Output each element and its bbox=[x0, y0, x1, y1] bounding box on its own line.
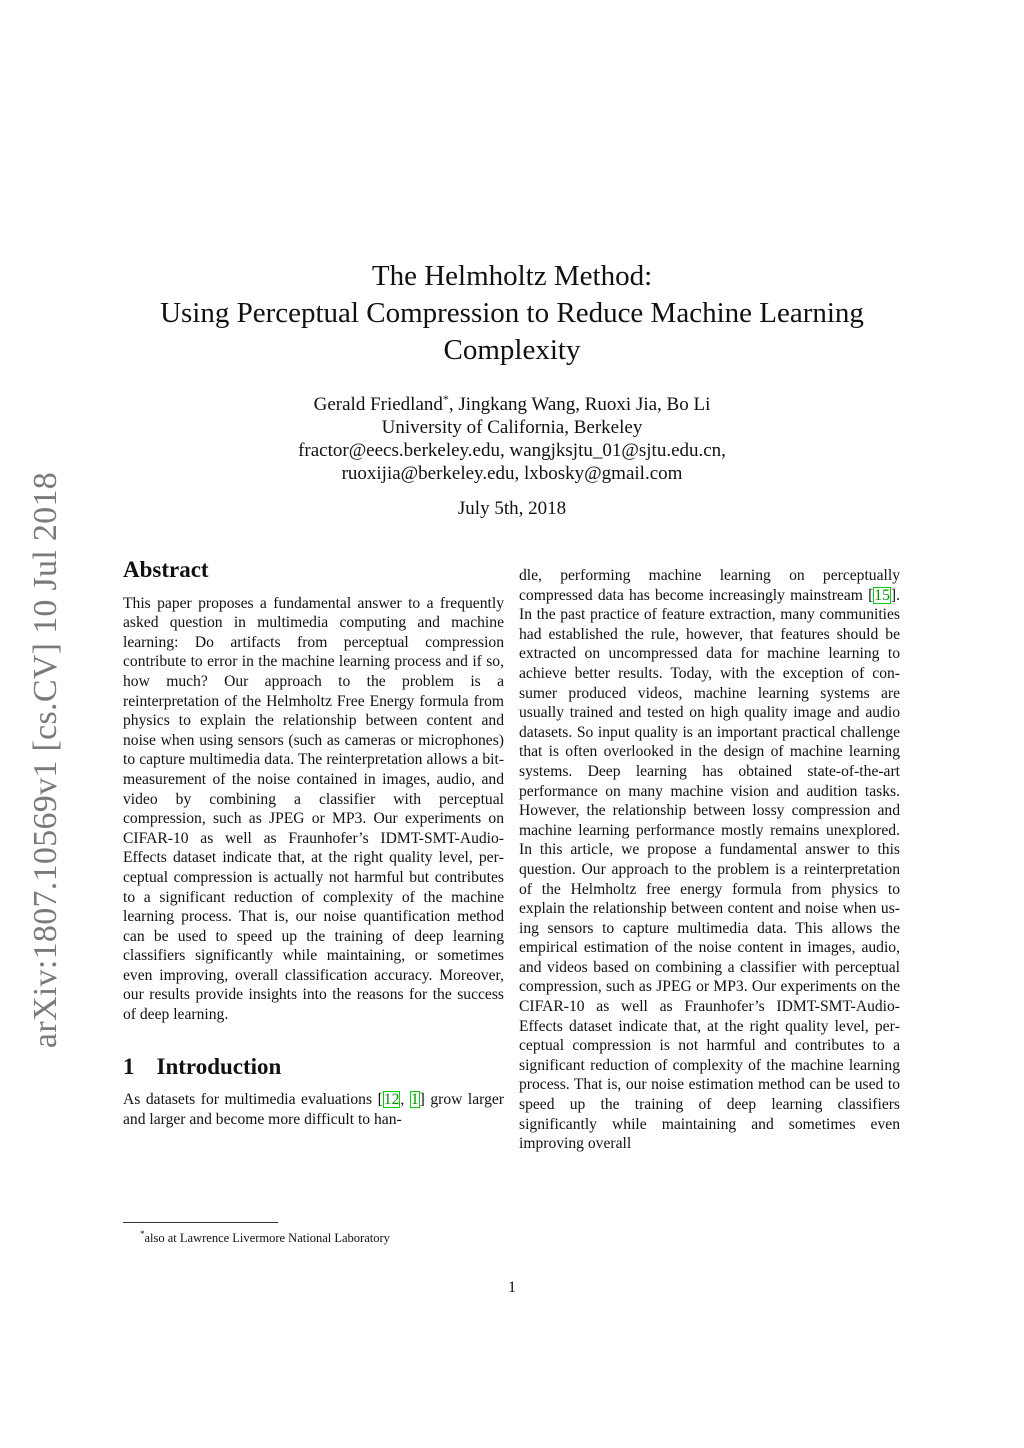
arxiv-stamp bbox=[6, 460, 86, 1060]
first-author: Gerald Friedland bbox=[313, 394, 443, 415]
abstract-text: This paper proposes a fundamental answer to a frequently asked question in multimedia computing and machine learning: Do artifacts from perceptual compression contribute to error in the machine learning process and if so, how much? Our approach to the problem is a reinterpretation of the Helmholtz Free Energy formula from physics to explain the relationship between content and noise when using sensors (such as cameras or microphones) to capture multimedia data. The reinterpretation allows a bit-measurement of the noise contained in images, audio, and video by combining a classifier with perceptual compression, such as JPEG or MP3. Our experiments on CIFAR-10 as well as Fraunhofer’s IDMT-SMT-Audio-Effects dataset indicate that, at the right quality level, perceptual compression is actually not harmful but contributes to a significant reduction of complexity of the machine learning process. That is, our noise quantification method can be used to speed up the training of deep learning classifiers significantly while maintaining, or sometimes even improving, overall classification accuracy. Moreover, our results provide insights into the reasons for the success of deep learning. bbox=[123, 594, 504, 1024]
intro-text-end: grow larger and larger and become more difficult to han- bbox=[123, 1091, 504, 1128]
coauthors: , Jingkang Wang, Ruoxi Jia, Bo Li bbox=[448, 394, 711, 415]
abstract-heading: Abstract bbox=[123, 557, 209, 582]
citation-link-1[interactable]: 1 bbox=[410, 1091, 419, 1109]
section-number: 1 bbox=[123, 1053, 135, 1079]
right-column bbox=[519, 566, 900, 1154]
citation-link-12[interactable]: 12 bbox=[383, 1091, 400, 1109]
footnote-text: also at Lawrence Livermore National Laboratory bbox=[144, 1231, 390, 1245]
author-footnote-marker[interactable]: * bbox=[442, 392, 449, 406]
footnote-divider bbox=[123, 1222, 278, 1223]
author-names bbox=[150, 388, 874, 416]
footnote bbox=[140, 1229, 520, 1246]
intro-text-start: As datasets for multimedia evaluations bbox=[123, 1091, 378, 1109]
left-column bbox=[123, 557, 504, 1129]
emails-line-1: fractor@eecs.berkeley.edu, wangjksjtu_01@sjtu.edu.cn, bbox=[298, 440, 726, 461]
citation-link-15[interactable]: 15 bbox=[874, 586, 890, 604]
author-block bbox=[150, 388, 874, 485]
arxiv-identifier: arXiv:1807.10569v1 [cs.CV] 10 Jul 2018 bbox=[27, 471, 65, 1049]
title-line-2: Using Perceptual Compression to Reduce Machine Learning bbox=[160, 297, 864, 329]
title-line-1: The Helmholtz Method: bbox=[371, 260, 653, 292]
introduction-heading bbox=[123, 1053, 504, 1079]
right-text-start: dle, performing machine learning on perceptually compressed data has become increasingly mainstream bbox=[519, 567, 900, 604]
title-line-3: Complexity bbox=[443, 334, 581, 366]
affiliation: University of California, Berkeley bbox=[381, 417, 643, 438]
footnote-marker: * bbox=[140, 1229, 145, 1239]
introduction-paragraph: As datasets for multimedia evaluations [12, 1] grow larger and larger and become more difficult to han- bbox=[123, 1091, 504, 1128]
right-text-end: . In the past practice of feature extraction, many communities had established the rule, however, that features should be extracted on uncompressed data for machine learning to achieve better results. Today, with the exception of consumer produced videos, machine learning systems are usually trained and tested on high quality image and audio datasets. So input quality is an important practical challenge that is often overlooked in the design of machine learning systems. Deep learning has obtained state-of-the-art performance on many machine vision and audition tasks. However, the relationship between lossy compression and machine learning performance mostly remains unexplored. In this article, we propose a fundamental answer to this question. Our approach to the problem is a reinterpretation of the Helmholtz free energy formula from physics to explain the relationship between content and noise when using sensors to capture multimedia data. This allows the empirical estimation of the noise content in images, audio, and videos based on combining a classifier with perceptual compression, such as JPEG or MP3. Our experiments on the CIFAR-10 as well as Fraunhofer’s IDMT-SMT-Audio-Effects dataset indicate that, at the right quality level, perceptual compression is not harmful and contributes to a significant reduction of complexity of the machine learning process. That is, our noise estimation method can be used to speed up the training of deep learning classifiers significantly while maintaining and sometimes even improving overall bbox=[519, 586, 900, 1153]
emails-line-2: ruoxijia@berkeley.edu, lxbosky@gmail.com bbox=[341, 463, 683, 484]
paper-title bbox=[100, 258, 924, 369]
citation-separator: , bbox=[400, 1091, 410, 1109]
right-column-paragraph: dle, performing machine learning on perceptually compressed data has become increasingly mainstream [15]. In the past practice of feature extraction, many communities had established the rule, however, that features should be extracted on uncompressed data for machine learning to achieve better results. Today, with the exception of consumer produced videos, machine learning systems are usually trained and tested on high quality image and audio datasets. So input quality is an important practical challenge that is often overlooked in the design of machine learning systems. Deep learning has obtained state-of-the-art performance on many machine vision and audition tasks. However, the relationship between lossy compression and machine learning performance mostly remains unexplored. In this article, we propose a fundamental answer to this question. Our approach to the problem is a reinterpretation of the Helmholtz free energy formula from physics to explain the relationship between content and noise when using sensors to capture multimedia data. This allows the empirical estimation of the noise content in images, audio, and videos based on combining a classifier with perceptual compression, such as JPEG or MP3. Our experiments on the CIFAR-10 as well as Fraunhofer’s IDMT-SMT-Audio-Effects dataset indicate that, at the right quality level, perceptual compression is not harmful and contributes to a significant reduction of complexity of the machine learning process. That is, our noise estimation method can be used to speed up the training of deep learning classifiers significantly while maintaining and sometimes even improving overall bbox=[519, 567, 900, 1153]
page-number: 1 bbox=[508, 1279, 516, 1296]
publication-date: July 5th, 2018 bbox=[457, 498, 567, 519]
section-title: Introduction bbox=[156, 1053, 282, 1079]
